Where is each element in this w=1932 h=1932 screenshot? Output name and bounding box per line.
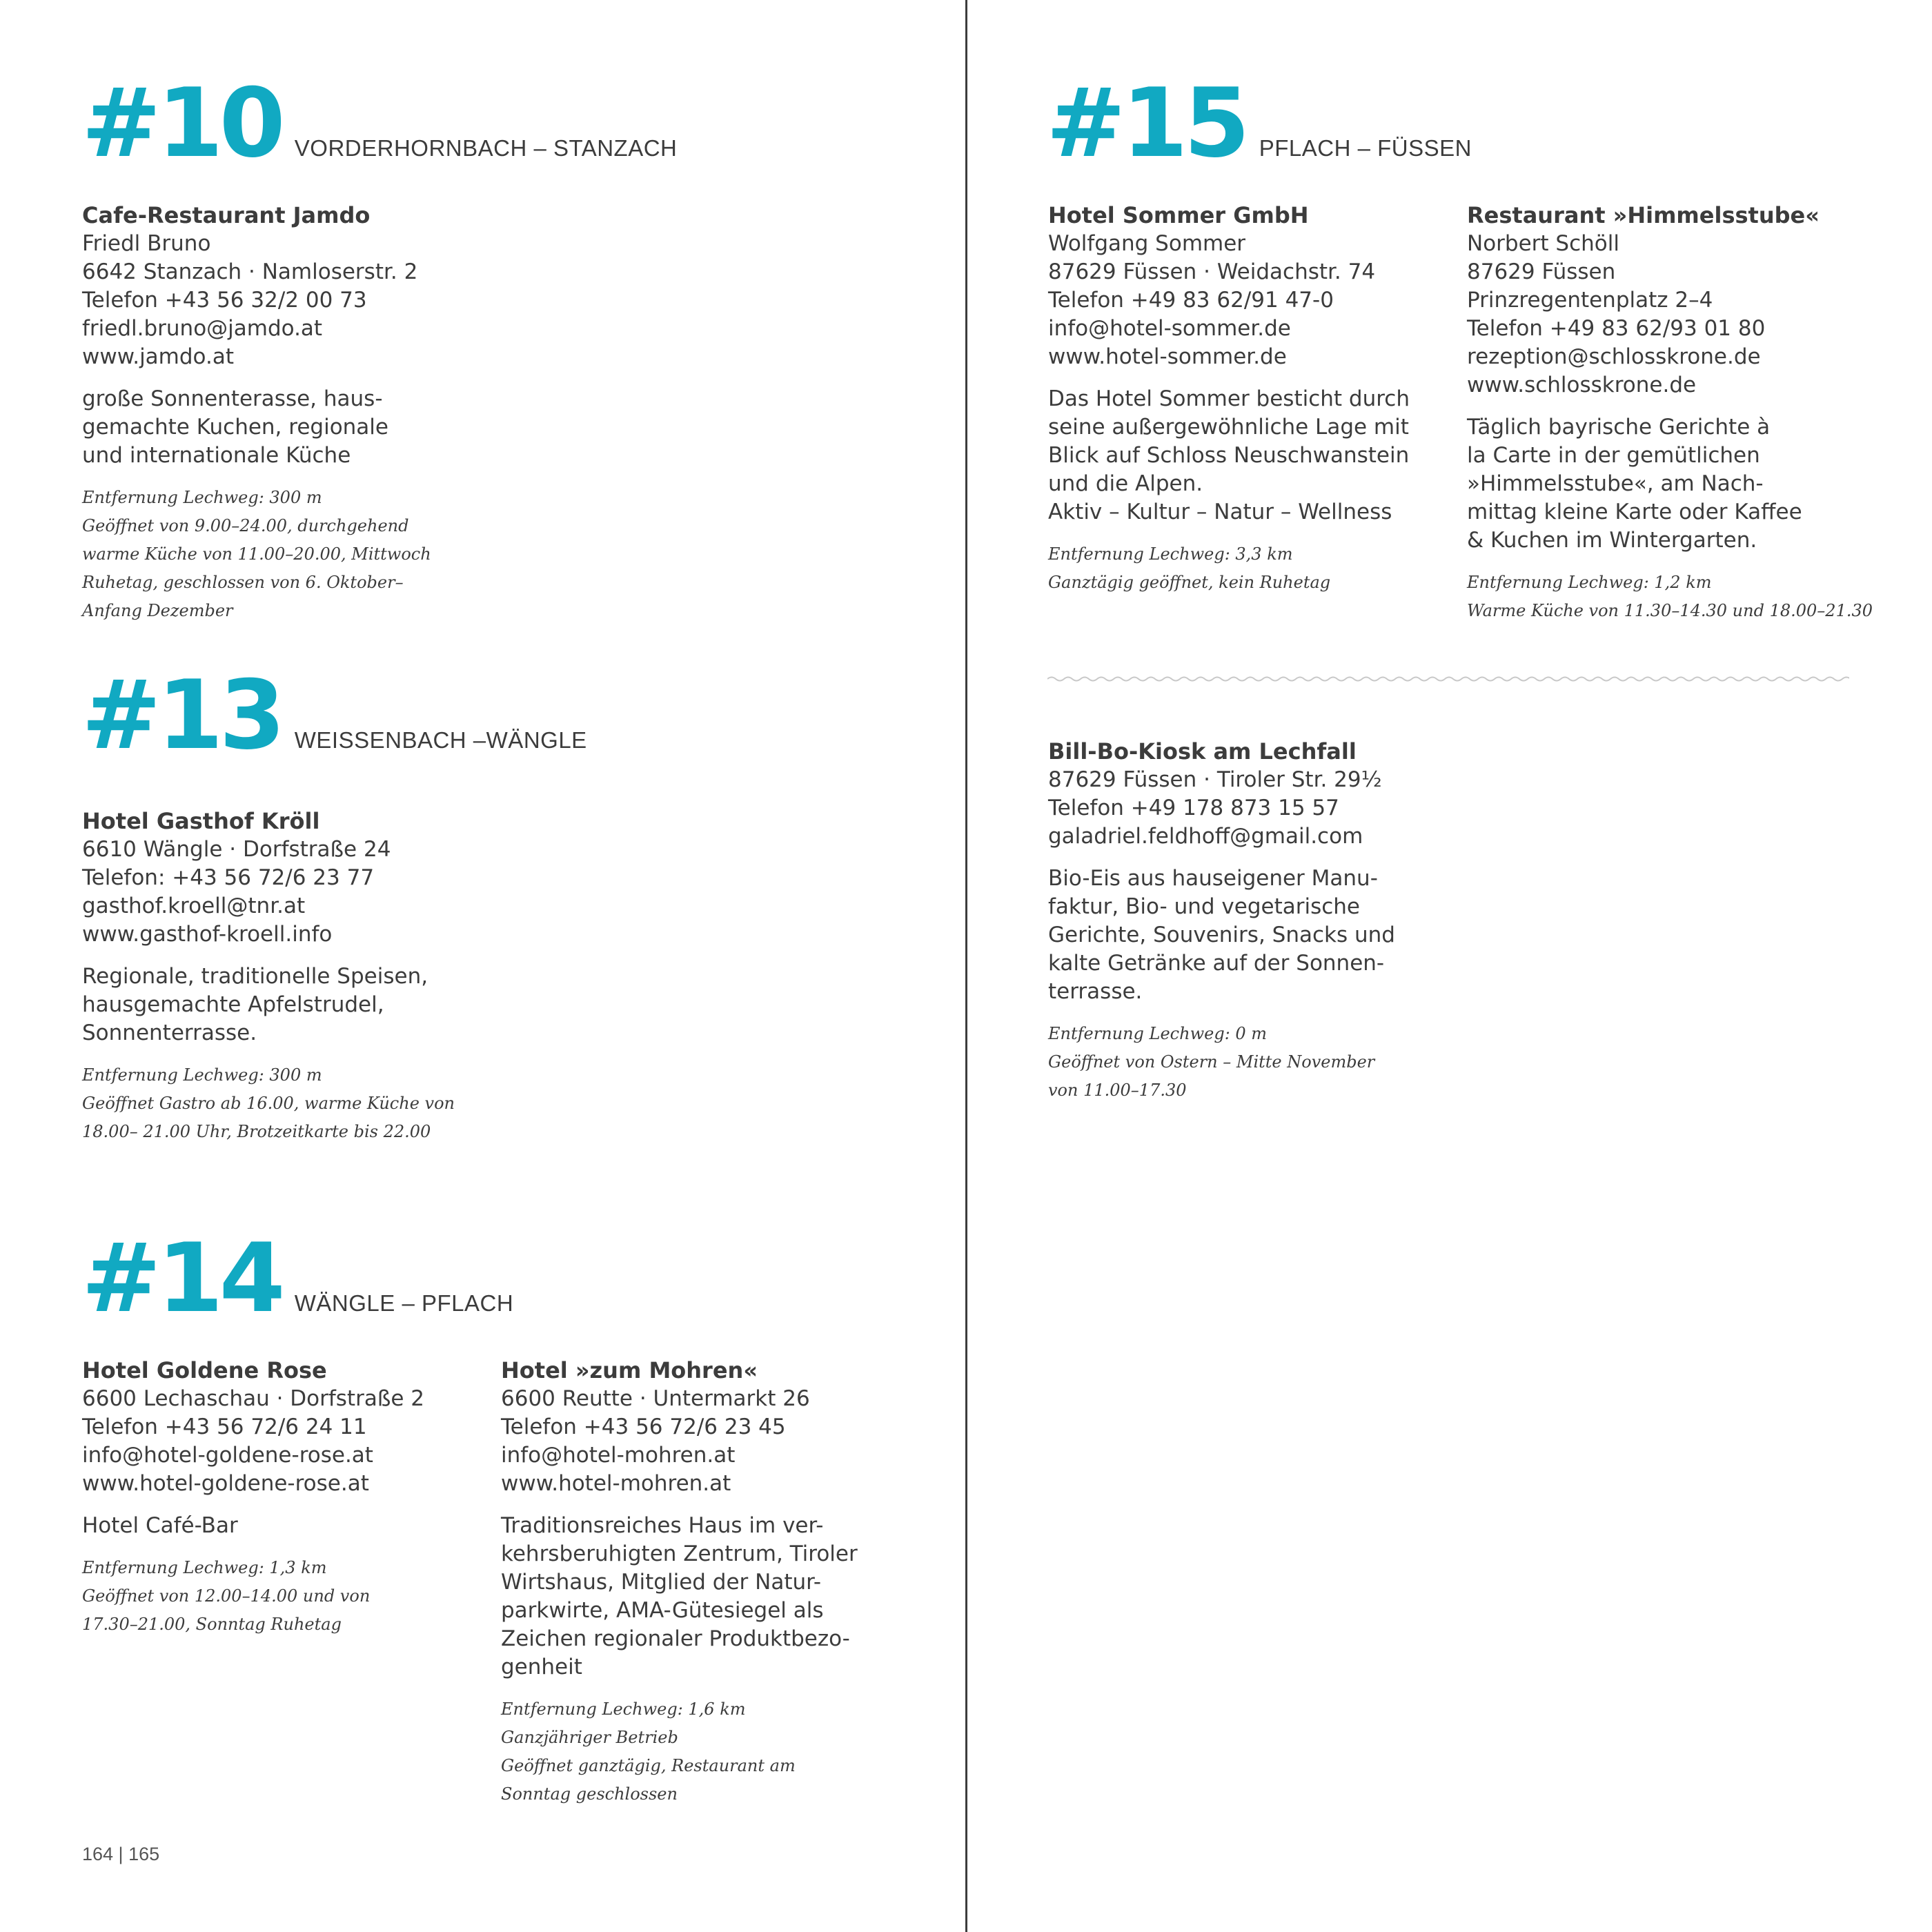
entry-info bbox=[1048, 1020, 1462, 1105]
info-line: Geöffnet Gastro ab 16.00, warme Küche von bbox=[82, 1094, 455, 1113]
entry-description bbox=[1048, 865, 1462, 1006]
info-line: Ganztägig geöffnet, kein Ruhetag bbox=[1048, 573, 1331, 592]
info-line: Entfernung Lechweg: 1,6 km bbox=[501, 1699, 746, 1719]
entry-name: Hotel »zum Mohren« bbox=[501, 1357, 758, 1383]
description-line: seine außergewöhnliche Lage mit bbox=[1048, 415, 1409, 440]
entry-description bbox=[1467, 413, 1881, 555]
section-10-heading bbox=[81, 68, 678, 179]
wave-divider bbox=[1047, 675, 1849, 683]
entry-hotel-sommer bbox=[1048, 201, 1462, 597]
entry-info bbox=[1467, 569, 1881, 625]
entry-info bbox=[82, 484, 496, 625]
phone-line: Telefon +43 56 32/2 00 73 bbox=[82, 288, 367, 313]
description-line: la Carte in der gemütlichen bbox=[1467, 443, 1760, 468]
entry-name: Hotel Goldene Rose bbox=[82, 1357, 327, 1383]
description-line: gemachte Kuchen, regionale bbox=[82, 415, 388, 440]
description-line: Zeichen regionaler Produktbezo- bbox=[501, 1626, 850, 1651]
description-line: Blick auf Schloss Neuschwanstein bbox=[1048, 443, 1410, 468]
description-line: Bio-Eis aus hauseigener Manu- bbox=[1048, 866, 1378, 891]
email-line[interactable]: galadriel.feldhoff@gmail.com bbox=[1048, 824, 1363, 849]
phone-line: Telefon +49 83 62/93 01 80 bbox=[1467, 316, 1766, 341]
info-line: Anfang Dezember bbox=[82, 601, 233, 620]
entry-name: Hotel Gasthof Kröll bbox=[82, 808, 320, 834]
entry-description bbox=[82, 963, 496, 1047]
description-line: und die Alpen. bbox=[1048, 471, 1203, 496]
address-line: Friedl Bruno bbox=[82, 231, 211, 256]
address-line: Wolfgang Sommer bbox=[1048, 231, 1246, 256]
address-line: 87629 Füssen · Tiroler Str. 29½ bbox=[1048, 767, 1382, 792]
info-line: Entfernung Lechweg: 300 m bbox=[82, 1065, 322, 1085]
address-line: Norbert Schöll bbox=[1467, 231, 1619, 256]
section-route: PFLACH – FÜSSEN bbox=[1259, 135, 1472, 161]
description-line: und internationale Küche bbox=[82, 443, 351, 468]
website-line[interactable]: www.jamdo.at bbox=[82, 344, 234, 369]
description-line: große Sonnenterasse, haus- bbox=[82, 386, 383, 411]
entry-cafe-restaurant-jamdo bbox=[82, 201, 496, 625]
address-line: 87629 Füssen bbox=[1467, 259, 1616, 284]
entry-description bbox=[82, 385, 496, 470]
entry-name: Restaurant »Himmelsstube« bbox=[1467, 202, 1820, 228]
email-line[interactable]: gasthof.kroell@tnr.at bbox=[82, 894, 306, 918]
section-13-heading bbox=[81, 660, 587, 771]
info-line: Sonntag geschlossen bbox=[501, 1784, 678, 1804]
description-line: Gerichte, Souvenirs, Snacks und bbox=[1048, 923, 1395, 947]
address-line: 6600 Reutte · Untermarkt 26 bbox=[501, 1386, 810, 1411]
info-line: Ganzjähriger Betrieb bbox=[501, 1728, 678, 1747]
description-line: Aktiv – Kultur – Natur – Wellness bbox=[1048, 500, 1392, 524]
entry-address bbox=[1048, 766, 1462, 851]
info-line: Entfernung Lechweg: 0 m bbox=[1048, 1024, 1268, 1043]
entry-description bbox=[501, 1512, 915, 1682]
address-line: 6610 Wängle · Dorfstraße 24 bbox=[82, 837, 391, 862]
info-line: Entfernung Lechweg: 1,2 km bbox=[1467, 573, 1712, 592]
description-line: faktur, Bio- und vegetarische bbox=[1048, 894, 1360, 919]
info-line: warme Küche von 11.00–20.00, Mittwoch bbox=[82, 544, 431, 564]
address-line: 87629 Füssen · Weidachstr. 74 bbox=[1048, 259, 1376, 284]
section-number: #10 bbox=[81, 68, 282, 179]
description-line: Regionale, traditionelle Speisen, bbox=[82, 964, 428, 989]
section-14-heading bbox=[81, 1223, 514, 1334]
phone-line: Telefon: +43 56 72/6 23 77 bbox=[82, 865, 375, 890]
entry-info bbox=[501, 1695, 915, 1808]
description-line: Täglich bayrische Gerichte à bbox=[1467, 415, 1771, 440]
entry-name: Hotel Sommer GmbH bbox=[1048, 202, 1309, 228]
website-line[interactable]: www.hotel-mohren.at bbox=[501, 1471, 731, 1496]
entry-address bbox=[82, 1385, 496, 1498]
address-line: 6642 Stanzach · Namloserstr. 2 bbox=[82, 259, 418, 284]
entry-info bbox=[82, 1061, 496, 1146]
description-line: Sonnenterrasse. bbox=[82, 1021, 257, 1045]
description-line: »Himmelsstube«, am Nach- bbox=[1467, 471, 1764, 496]
description-line: genheit bbox=[501, 1655, 582, 1679]
entry-restaurant-himmelsstube bbox=[1467, 201, 1881, 625]
entry-name: Cafe-Restaurant Jamdo bbox=[82, 202, 371, 228]
email-line[interactable]: friedl.bruno@jamdo.at bbox=[82, 316, 323, 341]
entry-description bbox=[1048, 385, 1462, 526]
section-number: #13 bbox=[81, 660, 282, 771]
email-line[interactable]: info@hotel-goldene-rose.at bbox=[82, 1443, 373, 1468]
entry-info bbox=[82, 1554, 496, 1639]
website-line[interactable]: www.hotel-sommer.de bbox=[1048, 344, 1287, 369]
description-line: Traditionsreiches Haus im ver- bbox=[501, 1513, 824, 1538]
phone-line: Telefon +49 83 62/91 47-0 bbox=[1048, 288, 1334, 313]
info-line: Entfernung Lechweg: 1,3 km bbox=[82, 1558, 327, 1577]
info-line: Geöffnet von Ostern – Mitte November bbox=[1048, 1052, 1375, 1072]
entry-hotel-zum-mohren bbox=[501, 1357, 915, 1808]
description-line: & Kuchen im Wintergarten. bbox=[1467, 528, 1757, 553]
description-line: Hotel Café-Bar bbox=[82, 1513, 238, 1538]
info-line: Entfernung Lechweg: 300 m bbox=[82, 488, 322, 507]
phone-line: Telefon +43 56 72/6 23 45 bbox=[501, 1414, 786, 1439]
section-route: WEISSENBACH –WÄNGLE bbox=[294, 727, 587, 753]
section-15-heading bbox=[1046, 68, 1472, 179]
website-line[interactable]: www.schlosskrone.de bbox=[1467, 373, 1697, 397]
description-line: parkwirte, AMA-Gütesiegel als bbox=[501, 1598, 824, 1623]
description-line: mittag kleine Karte oder Kaffee bbox=[1467, 500, 1802, 524]
section-route: WÄNGLE – PFLACH bbox=[294, 1290, 514, 1316]
entry-hotel-gasthof-kroell bbox=[82, 807, 496, 1146]
entry-address bbox=[501, 1385, 915, 1498]
entry-bill-bo-kiosk bbox=[1048, 738, 1462, 1105]
info-line: von 11.00–17.30 bbox=[1048, 1081, 1187, 1100]
address-line: Prinzregentenplatz 2–4 bbox=[1467, 288, 1713, 313]
website-line[interactable]: www.gasthof-kroell.info bbox=[82, 922, 333, 947]
website-line[interactable]: www.hotel-goldene-rose.at bbox=[82, 1471, 369, 1496]
info-line: Geöffnet von 9.00–24.00, durchgehend bbox=[82, 516, 409, 535]
description-line: Wirtshaus, Mitglied der Natur- bbox=[501, 1570, 822, 1595]
description-line: hausgemachte Apfelstrudel, bbox=[82, 992, 384, 1017]
info-line: Entfernung Lechweg: 3,3 km bbox=[1048, 544, 1293, 564]
page-numbers: 164 | 165 bbox=[82, 1844, 160, 1864]
email-line[interactable]: info@hotel-sommer.de bbox=[1048, 316, 1291, 341]
entry-address bbox=[1467, 230, 1881, 400]
info-line: 17.30–21.00, Sonntag Ruhetag bbox=[82, 1615, 342, 1634]
description-line: kehrsberuhigten Zentrum, Tiroler bbox=[501, 1541, 858, 1566]
entry-info bbox=[1048, 540, 1462, 597]
email-line[interactable]: rezeption@schlosskrone.de bbox=[1467, 344, 1761, 369]
description-line: kalte Getränke auf der Sonnen- bbox=[1048, 951, 1385, 976]
phone-line: Telefon +43 56 72/6 24 11 bbox=[82, 1414, 367, 1439]
description-line: terrasse. bbox=[1048, 979, 1143, 1004]
email-line[interactable]: info@hotel-mohren.at bbox=[501, 1443, 736, 1468]
section-number: #15 bbox=[1046, 68, 1246, 179]
info-line: Warme Küche von 11.30–14.30 und 18.00–21.30 bbox=[1467, 601, 1873, 620]
info-line: Ruhetag, geschlossen von 6. Oktober– bbox=[82, 573, 404, 592]
info-line: Geöffnet ganztägig, Restaurant am bbox=[501, 1756, 796, 1775]
entry-description bbox=[82, 1512, 496, 1540]
entry-address bbox=[82, 836, 496, 949]
phone-line: Telefon +49 178 873 15 57 bbox=[1048, 796, 1339, 820]
info-line: Geöffnet von 12.00–14.00 und von bbox=[82, 1586, 371, 1606]
section-number: #14 bbox=[81, 1223, 282, 1334]
entry-address bbox=[1048, 230, 1462, 371]
entry-address bbox=[82, 230, 496, 371]
page-gutter-divider bbox=[965, 0, 967, 1932]
address-line: 6600 Lechaschau · Dorfstraße 2 bbox=[82, 1386, 424, 1411]
description-line: Das Hotel Sommer besticht durch bbox=[1048, 386, 1410, 411]
entry-hotel-goldene-rose bbox=[82, 1357, 496, 1639]
entry-name: Bill-Bo-Kiosk am Lechfall bbox=[1048, 738, 1357, 765]
info-line: 18.00– 21.00 Uhr, Brotzeitkarte bis 22.00 bbox=[82, 1122, 431, 1141]
section-route: VORDERHORNBACH – STANZACH bbox=[294, 135, 678, 161]
